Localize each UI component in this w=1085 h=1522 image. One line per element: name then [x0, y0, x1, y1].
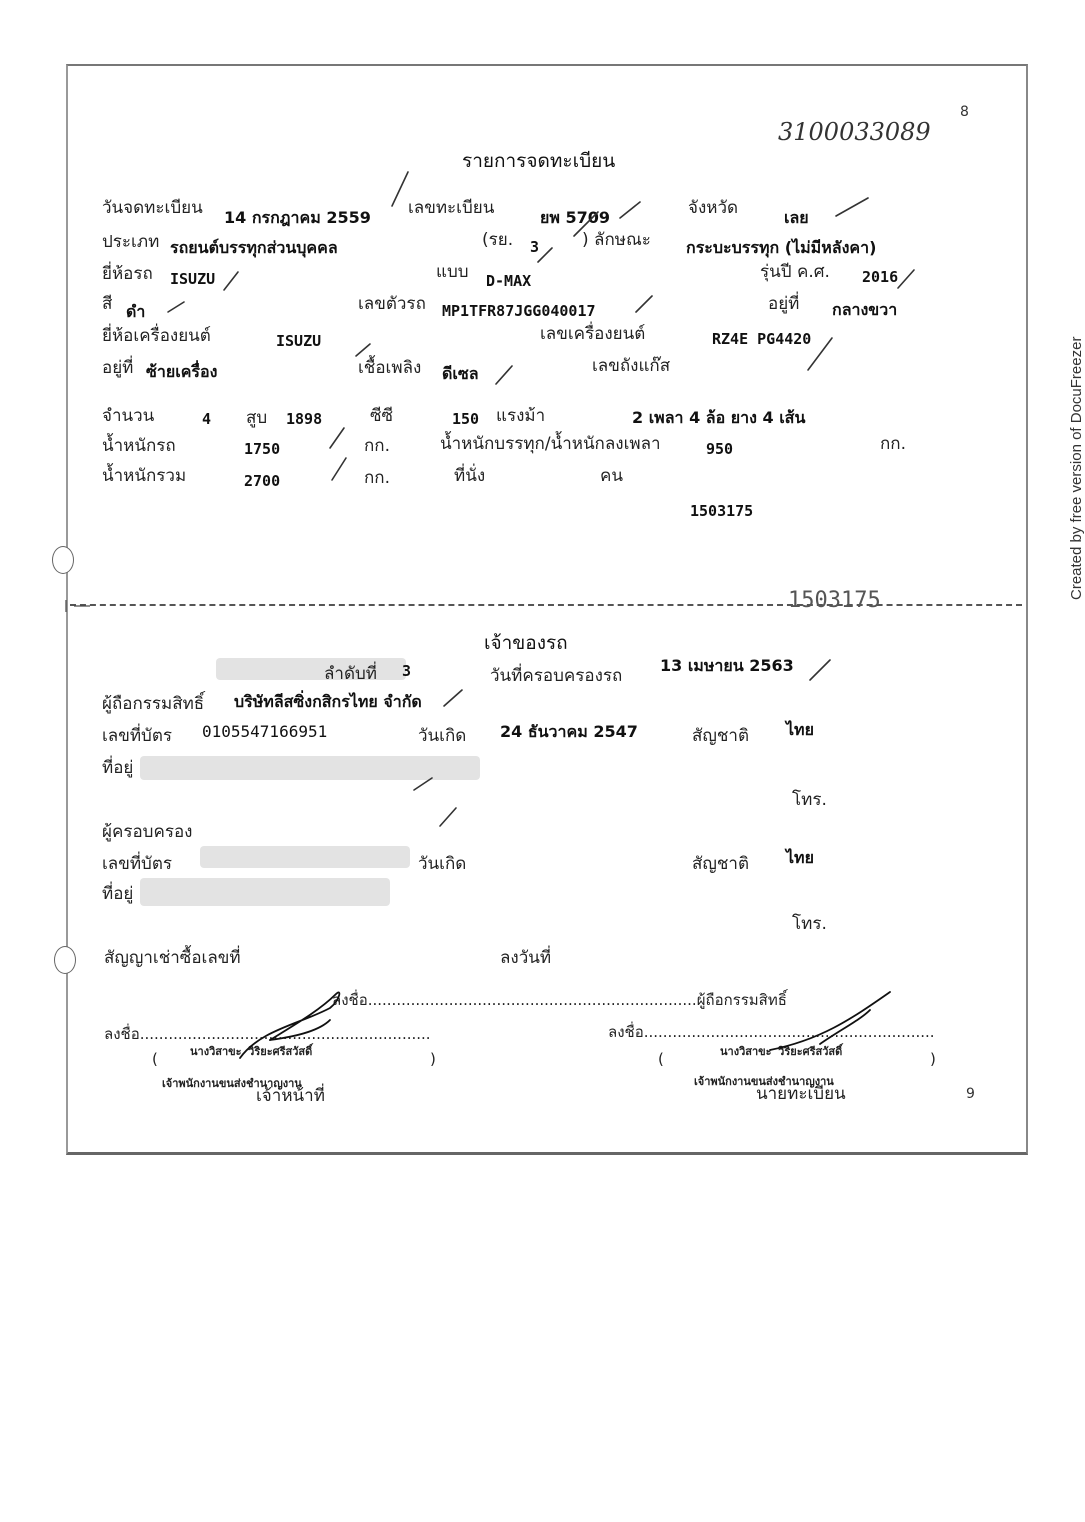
serial-number-large: 1503175	[788, 588, 881, 613]
weight-label: น้ำหนักรถ	[102, 436, 176, 456]
plate-number: ยพ 5709	[540, 208, 611, 227]
page-number-top: 8	[960, 104, 969, 120]
birth-date: 24 ธันวาคม 2547	[500, 722, 638, 741]
contract-label: สัญญาเช่าซื้อเลขที่	[104, 948, 241, 968]
handwritten-id: 3100033089	[778, 118, 931, 146]
vehicle-type: รถยนต์บรรทุกส่วนบุคคล	[170, 238, 338, 257]
check-mark	[636, 296, 652, 312]
type-label: ประเภท	[102, 232, 160, 252]
load-label: น้ำหนักบรรทุก/น้ำหนักลงเพลา	[440, 434, 661, 454]
kg-unit-3: กก.	[364, 468, 390, 488]
engine-brand-label: ยี่ห้อเครื่องยนต์	[102, 326, 211, 346]
reg-date: 14 กรกฎาคม 2559	[224, 208, 371, 227]
check-mark	[414, 778, 432, 790]
cylinders: 4	[202, 410, 212, 428]
registrar-role: นายทะเบียน	[756, 1084, 846, 1104]
cylinder-label: สูบ	[246, 408, 268, 428]
fuel-label: เชื้อเพลิง	[358, 358, 422, 378]
engine-brand: ISUZU	[276, 332, 322, 350]
check-mark	[808, 338, 832, 370]
check-mark	[168, 302, 184, 312]
check-mark	[224, 272, 238, 290]
possessor-nationality: ไทย	[786, 848, 814, 867]
province: เลย	[784, 208, 809, 227]
fuel: ดีเซล	[442, 364, 479, 383]
check-mark	[330, 428, 344, 448]
check-mark	[356, 344, 370, 356]
horsepower: 150	[452, 410, 480, 428]
page-number-bottom: 9	[966, 1086, 975, 1102]
seats-unit: คน	[600, 466, 623, 486]
total-weight-label: น้ำหนักรวม	[102, 466, 187, 486]
color-label: สี	[102, 294, 113, 314]
signature-stroke	[770, 992, 890, 1050]
watermark: Created by free version of DocuFreezer	[1068, 336, 1085, 600]
officer-name: นางวิสาขะ วิริยะศรีสวัสดิ์	[190, 1045, 313, 1058]
gas-tank-label: เลขถังแก๊ส	[592, 356, 671, 376]
chassis-loc-label: อยู่ที่	[768, 294, 800, 314]
check-mark	[332, 458, 346, 480]
engine-no-label: เลขเครื่องยนต์	[540, 324, 646, 344]
possessor-birth-label: วันเกิด	[418, 854, 467, 874]
engine-location: ซ้ายเครื่อง	[146, 362, 218, 381]
possess-date: 13 เมษายน 2563	[660, 656, 794, 675]
plate-label: เลขทะเบียน	[408, 198, 495, 218]
kg-unit-1: กก.	[364, 436, 390, 456]
brand-label: ยี่ห้อรถ	[102, 264, 153, 284]
rs-value: 3	[530, 238, 540, 256]
rs-label: (รย.	[482, 230, 514, 250]
check-mark	[810, 660, 830, 680]
possess-date-label: วันที่ครอบครองรถ	[490, 666, 623, 686]
possessor-tel-label: โทร.	[792, 914, 827, 934]
color: ดำ	[126, 302, 146, 321]
engine-loc-label: อยู่ที่	[102, 358, 134, 378]
axles-wheels: 2 เพลา 4 ล้อ ยาง 4 เส้น	[632, 408, 806, 427]
possessor-id-label: เลขที่บัตร	[102, 854, 173, 874]
address-label: ที่อยู่	[102, 758, 134, 778]
registrar-position: เจ้าพนักงานขนส่งชำนาญงาน	[694, 1075, 834, 1088]
holder-name: บริษัทลีสซิ่งกสิกรไทย จำกัด	[234, 692, 422, 711]
chassis-location: กลางขวา	[832, 300, 898, 319]
model-year: 2016	[862, 268, 899, 286]
check-mark	[574, 212, 598, 236]
possessor-label: ผู้ครอบครอง	[102, 822, 193, 842]
reg-date-label: วันจดทะเบียน	[102, 198, 203, 218]
nature-label: ) ลักษณะ	[582, 230, 651, 250]
registrar-name: นางวิสาขะ วิริยะศรีสวัสดิ์	[720, 1045, 843, 1058]
owner-title: เจ้าของรถ	[484, 632, 568, 654]
seq-number: 3	[402, 662, 412, 680]
registrar-name-close: )	[930, 1050, 936, 1068]
page-title: รายการจดทะเบียน	[462, 150, 616, 172]
engine-number: RZ4E PG4420	[712, 330, 812, 348]
cc-label: ซีซี	[370, 406, 394, 426]
check-mark	[538, 248, 552, 262]
brand: ISUZU	[170, 270, 216, 288]
id-label: เลขที่บัตร	[102, 726, 173, 746]
check-mark	[440, 808, 456, 826]
signature-stroke	[820, 1010, 870, 1044]
serial-number: 1503175	[690, 502, 754, 520]
chassis-number: MP1TFR87JGG040017	[442, 302, 596, 320]
total-weight: 2700	[244, 472, 281, 490]
holder-signature-line: ลงชื่อ.....................................................................ผู้ถือกรรมสิทธิ์	[332, 991, 787, 1009]
holder-label: ผู้ถือกรรมสิทธิ์	[102, 694, 205, 714]
officer-position: เจ้าพนักงานขนส่งชำนาญงาน	[162, 1077, 302, 1090]
contract-date-label: ลงวันที่	[500, 948, 552, 968]
officer-name-open: (	[152, 1050, 158, 1068]
vehicle-weight: 1750	[244, 440, 281, 458]
check-mark	[444, 690, 462, 706]
province-label: จังหวัด	[688, 198, 739, 218]
model-label: แบบ	[436, 262, 469, 282]
kg-unit-2: กก.	[880, 434, 906, 454]
load-weight: 950	[706, 440, 734, 458]
officer-role: เจ้าหน้าที่	[256, 1086, 325, 1106]
possessor-nationality-label: สัญชาติ	[692, 854, 749, 874]
count-label: จำนวน	[102, 406, 155, 426]
check-mark	[836, 198, 868, 216]
engine-cc: 1898	[286, 410, 323, 428]
id-number: 0105547166951	[202, 722, 328, 741]
check-mark	[392, 172, 408, 206]
check-mark	[620, 202, 640, 218]
registrar-name-open: (	[658, 1050, 664, 1068]
officer-signature-line: ลงชื่อ.............................................................	[104, 1025, 431, 1043]
check-mark	[898, 270, 914, 288]
officer-name-close: )	[430, 1050, 436, 1068]
model: D-MAX	[486, 272, 532, 290]
chassis-label: เลขตัวรถ	[358, 294, 426, 314]
vehicle-nature: กระบะบรรทุก (ไม่มีหลังคา)	[686, 238, 877, 257]
check-mark	[496, 366, 512, 384]
nationality: ไทย	[786, 720, 814, 739]
seats-label: ที่นั่ง	[454, 466, 486, 486]
birth-label: วันเกิด	[418, 726, 467, 746]
nationality-label: สัญชาติ	[692, 726, 749, 746]
possessor-address-label: ที่อยู่	[102, 884, 134, 904]
year-label: รุ่นปี ค.ศ.	[760, 262, 830, 282]
registrar-signature-line: ลงชื่อ.............................................................	[608, 1023, 935, 1041]
hp-label: แรงม้า	[496, 406, 546, 426]
seq-label: ลำดับที่	[324, 664, 378, 684]
tel-label: โทร.	[792, 790, 827, 810]
